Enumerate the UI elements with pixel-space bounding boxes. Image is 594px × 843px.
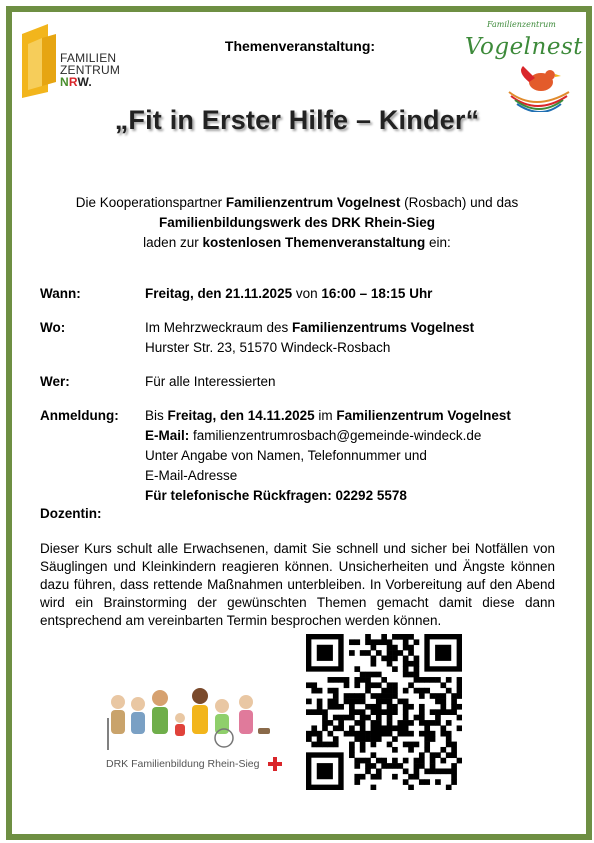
- wann-label: Wann:: [40, 286, 81, 301]
- phone-info: Für telefonische Rückfragen: 02292 5578: [145, 488, 407, 503]
- familienzentrum-nrw-logo: [20, 20, 140, 100]
- anmeldung-label: Anmeldung:: [40, 408, 119, 423]
- nrw-logo-mark-icon: [20, 20, 60, 100]
- intro-line1: Die Kooperationspartner Familienzentrum Vogelnest (Rosbach) und das: [75, 195, 519, 210]
- intro-line2: Familienbildungswerk des DRK Rhein-Sieg: [158, 215, 436, 230]
- nrw-logo-text: [60, 52, 120, 88]
- wann-value: Freitag, den 21.11.2025 von 16:00 – 18:15 Uhr: [145, 286, 433, 301]
- vogelnest-logo-small: Familienzentrum: [487, 20, 556, 29]
- nrw-line1: FAMILIEN: [60, 51, 117, 65]
- intro-text: [40, 193, 554, 253]
- course-description: Dieser Kurs schult alle Erwachsenen, damit Sie schnell und sicher bei Notfällen von Säuglingen und Kleinkindern reagieren können. Unsicherheiten und Ängste können dazu führen, dass rettende Maßnahmen unterbleiben. In Vorbereitung auf den Abend wird ein Brainstorming der gewünschten Themen gemacht damit diese dann entsprechend am vereinbarten Termin besprochen werden können.: [40, 541, 555, 628]
- nrw-line2: ZENTRUM: [60, 63, 121, 77]
- drk-caption: DRK Familienbildung Rhein-Sieg: [106, 758, 260, 770]
- wo-label: Wo:: [40, 320, 66, 335]
- vogelnest-logo-big: Vogelnest: [465, 34, 584, 60]
- intro-line3: laden zur kostenlosen Themenveranstaltung ein:: [143, 235, 451, 250]
- dozentin-label: Dozentin:: [40, 506, 102, 521]
- nrw-line3: NRW.: [60, 75, 92, 89]
- vogelnest-logo: [455, 16, 584, 110]
- wo-value: Im Mehrzweckraum des Familienzentrums Vogelnest Hurster Str. 23, 51570 Windeck-Rosbach: [145, 320, 475, 355]
- red-cross-icon: [268, 757, 282, 771]
- qr-code[interactable]: [306, 634, 462, 790]
- topline-heading: Themenveranstaltung:: [224, 38, 376, 54]
- wer-label: Wer:: [40, 374, 70, 389]
- email-link[interactable]: familienzentrumrosbach@gemeinde-windeck.de: [189, 428, 482, 443]
- anmeldung-value: Bis Freitag, den 14.11.2025 im Familienzentrum Vogelnest E-Mail: familienzentrumrosbach@gemeinde-windeck.de Unter Angabe von Namen, Telefonnummer und E-Mail-Adresse Für telefonische Rückfragen: 02292 5578: [145, 408, 511, 503]
- event-title: „Fit in Erster Hilfe – Kinder“: [114, 105, 480, 135]
- wer-value: Für alle Interessierten: [145, 374, 276, 389]
- family-figures-icon: [104, 688, 284, 754]
- qr-code-icon: [306, 634, 462, 790]
- drk-family-illustration: [104, 688, 284, 788]
